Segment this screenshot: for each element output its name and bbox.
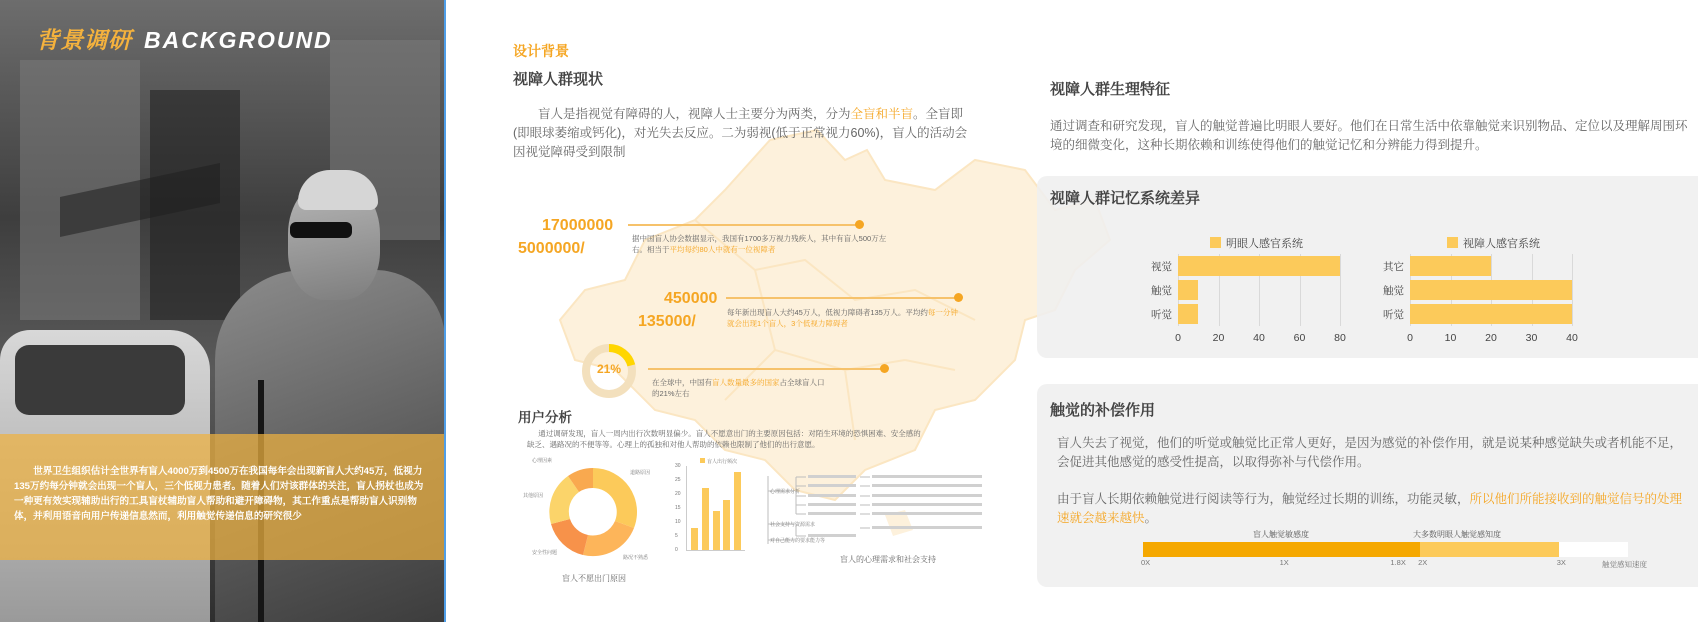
x-tick-label: 20: [1485, 332, 1497, 344]
speed-tick-label: 2X: [1418, 558, 1428, 567]
chart-legend: 明眼人感官系统: [1210, 234, 1303, 252]
overlay-paragraph: 世界卫生组织估计全世界有盲人4000万到4500万在我国每年会出现新盲人大约45万，低视力135万约每分钟就会出现一个盲人，三个低视力患者。随着人们对该群体的关注，盲人拐杖也成为一种更有效实现辅助出行的工具盲杖辅助盲人帮助和避开障碍物，其工作重点是帮助盲人识别物体，并利用语音向用户传递信息然而，利用触觉传递信息的研究很少: [14, 466, 424, 522]
donut-label: 安全性问题: [532, 550, 558, 556]
mini-bar: [713, 511, 720, 550]
stat-number: 5000000/: [518, 240, 585, 257]
bar: [1410, 256, 1491, 276]
bar: [1410, 304, 1572, 324]
mini-tick: 20: [675, 491, 681, 497]
bar: [1410, 280, 1572, 300]
x-tick-label: 40: [1253, 332, 1265, 344]
tree-node: 心理需求分析: [770, 489, 801, 495]
donut-label: 路况不熟悉: [623, 555, 649, 561]
mini-tick: 10: [675, 519, 681, 525]
category-label: 触觉: [1383, 285, 1404, 297]
grid-line: [1340, 254, 1341, 326]
category-label: 视觉: [1151, 261, 1172, 273]
category-label: 听觉: [1151, 309, 1172, 321]
x-tick-label: 60: [1293, 332, 1306, 344]
stat-description: 据中国盲人协会数据显示，我国有1700多万视力残疾人，其中有盲人500万左右。相当于平均每约80人中就有一位视障者: [632, 234, 887, 254]
x-tick-label: 10: [1444, 332, 1457, 344]
tree-caption: 盲人的心理需求和社会支持: [840, 555, 936, 564]
status-heading: 视障人群现状: [513, 71, 604, 88]
mini-bar: [734, 472, 741, 550]
section-label: 设计背景: [513, 43, 569, 59]
donut-caption: 盲人不愿出门原因: [562, 574, 626, 583]
tree-node: 社会支持与资源需求: [770, 522, 816, 528]
divider-line: [444, 0, 446, 622]
category-label: 其它: [1383, 261, 1404, 273]
stat-dot: [880, 364, 889, 373]
speed-tick-label: 3X: [1556, 558, 1566, 567]
blind-speed-bar: [1143, 542, 1420, 557]
tree-node: 对自己能力的要求能力等: [770, 538, 826, 544]
mini-tick: 30: [675, 463, 681, 469]
mini-tick: 15: [675, 505, 681, 511]
sunglasses: [290, 222, 352, 238]
touch-heading: 触觉的补偿作用: [1050, 402, 1156, 419]
donut-label: 心理因素: [532, 458, 553, 464]
speed-tick-label: 1X: [1279, 558, 1289, 567]
mini-bar: [702, 488, 709, 550]
stat-connector: [648, 368, 884, 370]
percentage-label: 21%: [596, 362, 622, 376]
mini-legend: 盲人出行频次: [700, 458, 737, 465]
speed-tick-label: 1.8X: [1390, 558, 1406, 567]
speed-series-label: 盲人触觉敏感度: [1253, 530, 1309, 539]
page-title-cn: 背景调研: [36, 27, 132, 53]
stat-number: 17000000: [542, 217, 614, 234]
status-paragraph: 盲人是指视觉有障碍的人，视障人士主要分为两类，分为全盲和半盲。全盲即(即眼球萎缩或钙化)，对光失去反应。二为弱视(低于正常视力60%)，盲人的活动会因视觉障碍受到限制: [513, 107, 968, 159]
x-tick-label: 80: [1334, 332, 1346, 344]
donut-label: 其他原因: [523, 493, 544, 499]
stat-number: 135000/: [638, 313, 696, 330]
mini-tick: 5: [675, 533, 678, 539]
touch-speed-bar: [1143, 529, 1663, 569]
x-tick-label: 20: [1212, 332, 1225, 344]
stat-dot: [855, 220, 864, 229]
stat-number: 450000: [664, 290, 718, 307]
mini-bar: [691, 528, 698, 550]
x-tick-label: 0: [1175, 332, 1181, 344]
user-analysis-heading: 用户分析: [518, 410, 572, 425]
touch-paragraph-2: 由于盲人长期依赖触觉进行阅读等行为，触觉经过长期的训练，功能灵敏，所以他们所能接收到的触觉信号的处理速就会越来越快。: [1057, 492, 1683, 525]
stat-connector: [726, 297, 958, 299]
speed-series-label: 大多数明眼人触觉感知度: [1413, 530, 1501, 539]
bar: [1178, 280, 1198, 300]
grid-line: [1572, 254, 1573, 326]
donut-label: 道路原因: [630, 470, 651, 476]
page-title-en: BACKGROUND: [144, 27, 333, 53]
stat-description: 每年新出现盲人大约45万人，低视力障碍者135万人。平均约每一分钟就会出现1个盲人，3个低视力障碍者: [727, 308, 958, 328]
frequency-bar-chart: [675, 458, 745, 562]
stat-description: 在全球中，中国有盲人数量最多的国家占全球盲人口的21%左右: [652, 378, 825, 398]
bar: [1178, 304, 1198, 324]
memory-heading: 视障人群记忆系统差异: [1050, 190, 1201, 207]
category-label: 触觉: [1151, 285, 1172, 297]
physio-heading: 视障人群生理特征: [1050, 81, 1171, 98]
sighted-senses-chart: [1140, 254, 1360, 354]
speed-tick-label: 0X: [1141, 558, 1151, 567]
x-tick-label: 40: [1566, 332, 1578, 344]
legend-swatch: [1447, 237, 1458, 248]
mini-tick: 0: [675, 547, 678, 553]
bar: [1178, 256, 1340, 276]
blind-senses-chart: [1372, 254, 1592, 354]
background-photo-panel: [0, 0, 445, 622]
category-label: 听觉: [1383, 309, 1404, 321]
physio-paragraph: 通过调查和研究发现，盲人的触觉普遍比明眼人要好。他们在日常生活中依靠触觉来识别物品、定位以及理解周围环境的细微变化，这种长期依赖和训练使得他们的触觉记忆和分辨能力得到提升。: [1050, 119, 1688, 152]
car-window: [15, 345, 185, 415]
x-tick-label: 30: [1525, 332, 1538, 344]
user-analysis-paragraph: 通过调研发现，盲人一周内出行次数明显偏少。盲人不愿意出门的主要原因包括：对陌生环境的恐惧困难、安全感的缺乏、遇路况的不便等等。心理上的孤独和对他人帮助的依赖也限制了他们的出行意愿。: [527, 429, 921, 449]
page-title: [36, 22, 333, 55]
speed-axis-label: 触觉感知速度: [1602, 560, 1647, 569]
stat-dot: [954, 293, 963, 302]
chart-legend: 视障人感官系统: [1447, 234, 1540, 252]
stat-connector: [628, 224, 858, 226]
touch-paragraph-1: 盲人失去了视觉，他们的听觉或触觉比正常人更好，是因为感觉的补偿作用，就是说某种感觉缺失或者机能不足，会促进其他感觉的感受性提高，以取得弥补与代偿作用。: [1057, 436, 1683, 469]
x-tick-label: 0: [1407, 332, 1413, 344]
mini-bar: [723, 500, 730, 550]
legend-swatch: [1210, 237, 1221, 248]
mini-tick: 25: [675, 477, 681, 483]
